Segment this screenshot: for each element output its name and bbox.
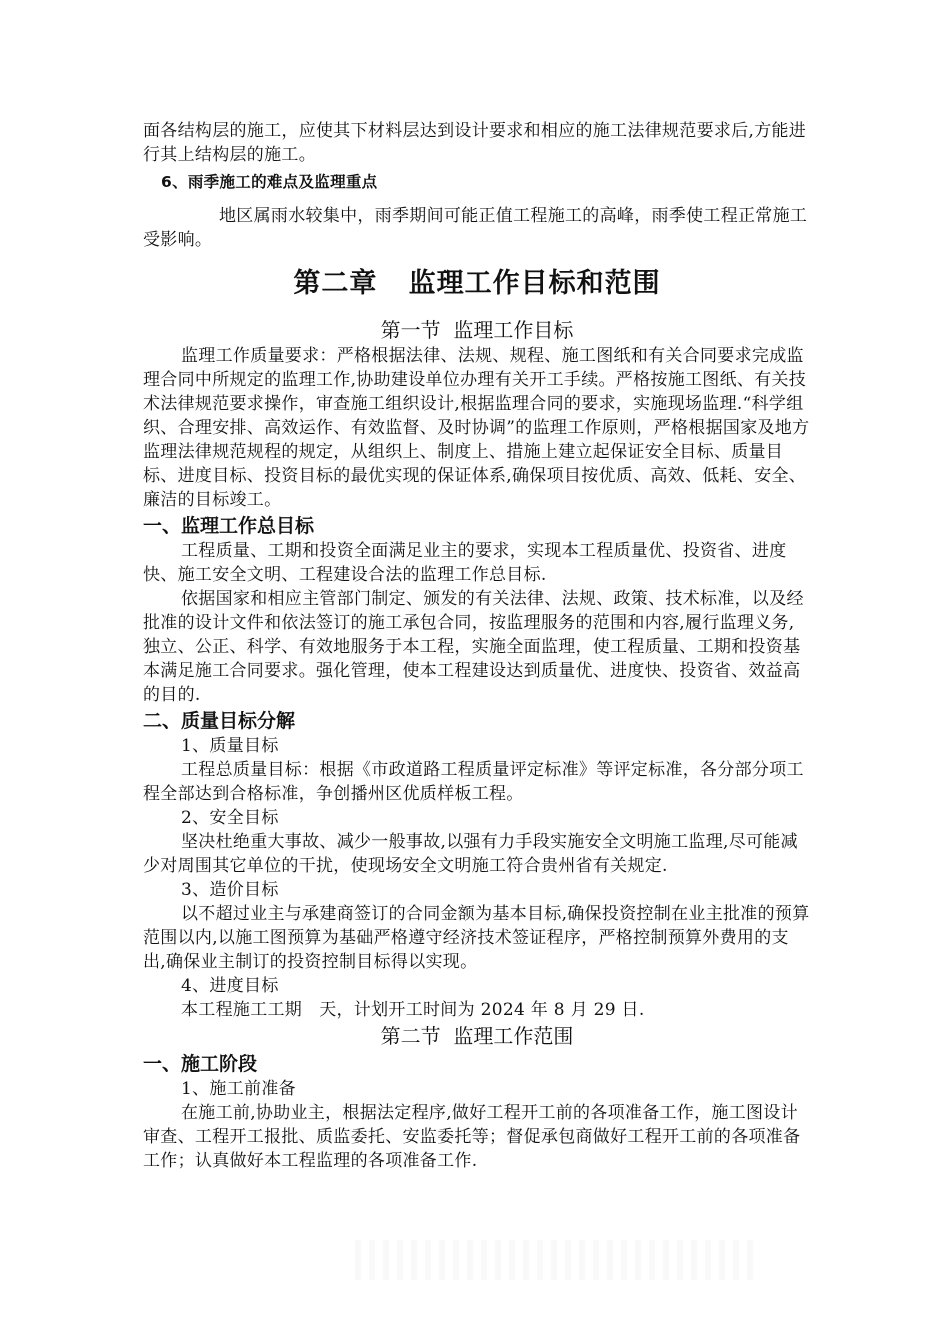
total-goal-paragraph-1: 工程质量、工期和投资全面满足业主的要求，实现本工程质量优、投资省、进度快、施工安全文明、工程建设合法的监理工作总目标.: [143, 541, 787, 585]
total-goal-heading: 一、监理工作总目标: [143, 515, 315, 537]
quality-breakdown-heading: 二、质量目标分解: [143, 710, 296, 732]
pre-construction-text: 在施工前,协助业主，根据法定程序,做好工程开工前的各项准备工作，施工图设计审查、工程开工报批、质监委托、安监委托等；督促承包商做好工程开工前的各项准备工作；认真做好本工程监理的各项准备工作.: [143, 1103, 801, 1171]
quality-target-label: 1、质量目标: [181, 736, 279, 756]
cost-target-label: 3、造价目标: [181, 880, 279, 900]
section2-title: 第二节 监理工作范围: [380, 1024, 574, 1048]
construction-stage-heading: 一、施工阶段: [143, 1053, 258, 1075]
total-goal-paragraph-2: 依据国家和相应主管部门制定、颁发的有关法律、法规、政策、技术标准，以及经批准的设计文件和依法签订的施工承包合同，按监理服务的范围和内容,履行监理义务,独立、公正、科学、有效地服务于本工程，实施全面监理，使工程质量、工期和投资基本满足施工合同要求。强化管理，使本工程建设达到质量优、进度快、投资省、效益高的目的.: [143, 589, 804, 705]
rainy-season-paragraph: 地区属雨水较集中，雨季期间可能正值工程施工的高峰，雨季使工程正常施工受影响。: [143, 206, 808, 250]
intro-paragraph: 面各结构层的施工，应使其下材料层达到设计要求和相应的施工法律规范要求后,方能进行其上结构层的施工。: [143, 121, 807, 165]
rainy-season-heading: 6、雨季施工的难点及监理重点: [161, 173, 378, 191]
cost-target-text: 以不超过业主与承建商签订的合同金额为基本目标,确保投资控制在业主批准的预算范围以内,以施工图预算为基础严格遵守经济技术签证程序，严格控制预算外费用的支出,确保业主制订的投资控制目标得以实现。: [143, 904, 810, 972]
schedule-target-label: 4、进度目标: [181, 976, 279, 996]
safety-target-label: 2、安全目标: [181, 808, 279, 828]
document-body: [143, 119, 811, 1173]
quality-requirement-paragraph: 监理工作质量要求：严格根据法律、法规、规程、施工图纸和有关合同要求完成监理合同中所规定的监理工作,协助建设单位办理有关开工手续。严格按施工图纸、有关技术法律规范要求操作，审查施工组织设计,根据监理合同的要求，实施现场监理.“科学组织、合理安排、高效运作、有效监督、及时协调”的监理工作原则，严格根据国家及地方监理法律规范规程的规定，从组织上、制度上、措施上建立起保证安全目标、质量目标、进度目标、投资目标的最优实现的保证体系,确保项目按优质、高效、低耗、安全、廉洁的目标竣工。: [143, 346, 810, 510]
schedule-target-text: 本工程施工工期 天，计划开工时间为 2024 年 8 月 29 日.: [181, 1000, 645, 1020]
faint-watermark: [355, 1240, 755, 1280]
chapter-title: 第二章 监理工作目标和范围: [293, 268, 661, 299]
pre-construction-label: 1、施工前准备: [181, 1079, 296, 1099]
quality-target-text: 工程总质量目标：根据《市政道路工程质量评定标准》等评定标准，各分部分项工程全部达到合格标准，争创播州区优质样板工程。: [143, 760, 804, 804]
safety-target-text: 坚决杜绝重大事故、减少一般事故,以强有力手段实施安全文明施工监理,尽可能减少对周围其它单位的干扰，使现场安全文明施工符合贵州省有关规定.: [143, 832, 798, 876]
section1-title: 第一节 监理工作目标: [380, 318, 574, 342]
